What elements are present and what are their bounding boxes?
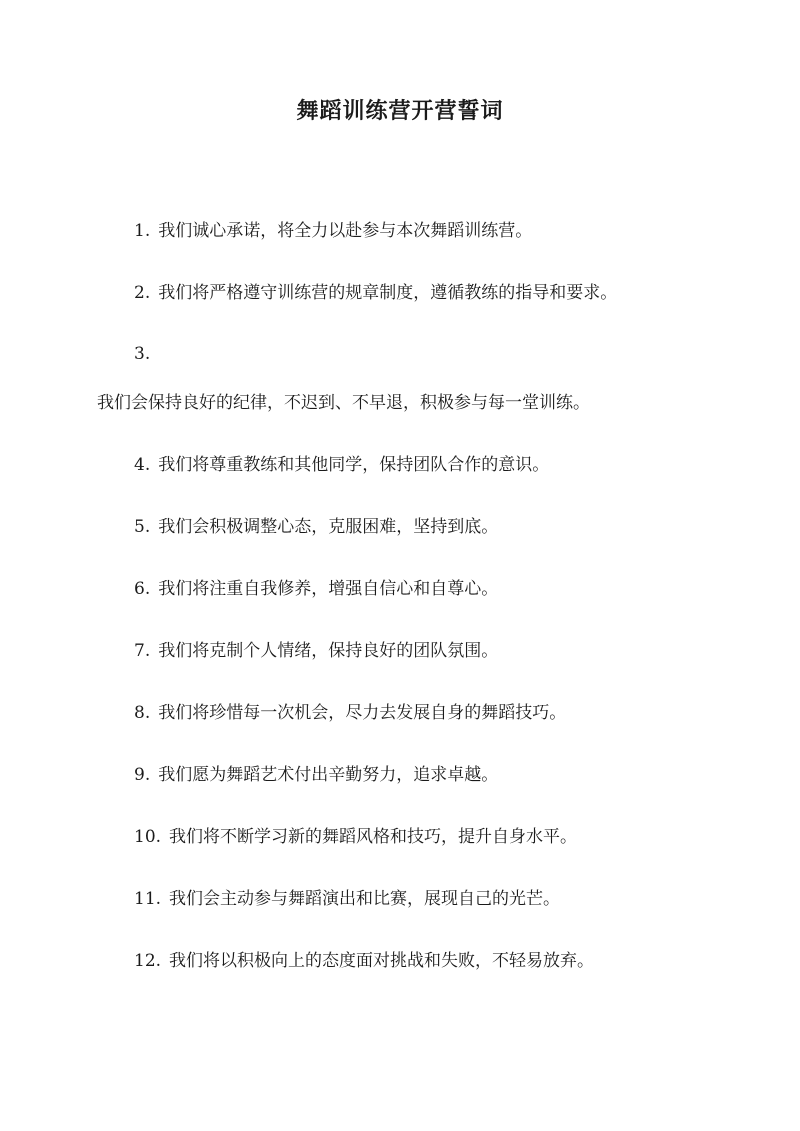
item-number: 9. (134, 765, 151, 785)
item-text: 我们将尊重教练和其他同学，保持团队合作的意识。 (158, 455, 550, 475)
item-number: 7. (134, 641, 151, 661)
item-number: 5. (134, 517, 151, 537)
oath-item-9 (134, 763, 734, 787)
item-text: 我们诚心承诺，将全力以赴参与本次舞蹈训练营。 (158, 221, 533, 241)
oath-item-1 (134, 219, 734, 243)
item-number: 2. (134, 283, 151, 303)
page-title: 舞蹈训练营开营誓词 (296, 98, 504, 124)
oath-item-4 (134, 453, 734, 477)
oath-item-6 (134, 577, 734, 601)
oath-item-12 (134, 949, 734, 973)
item-text: 我们将严格遵守训练营的规章制度，遵循教练的指导和要求。 (158, 283, 618, 303)
oath-item-3-number: 3. (134, 344, 151, 364)
item-text: 我们将不断学习新的舞蹈风格和技巧，提升自身水平。 (169, 827, 578, 847)
oath-item-10 (134, 825, 734, 849)
oath-item-11 (134, 887, 734, 911)
item-text: 我们将珍惜每一次机会，尽力去发展自身的舞蹈技巧。 (158, 703, 567, 723)
item-number: 12. (134, 951, 162, 971)
item-text: 我们愿为舞蹈艺术付出辛勤努力，追求卓越。 (158, 765, 499, 785)
item-number: 4. (134, 455, 151, 475)
oath-item-7 (134, 639, 734, 663)
item-number: 6. (134, 579, 151, 599)
item-number: 11. (134, 889, 162, 909)
item-number: 8. (134, 703, 151, 723)
oath-item-8 (134, 701, 734, 725)
oath-item-3-text: 我们会保持良好的纪律，不迟到、不早退，积极参与每一堂训练。 (97, 393, 590, 413)
oath-item-5 (134, 515, 734, 539)
item-number: 1. (134, 221, 151, 241)
oath-item-2 (134, 281, 734, 305)
item-text: 我们将克制个人情绪，保持良好的团队氛围。 (158, 641, 499, 661)
item-text: 我们将注重自我修养，增强自信心和自尊心。 (158, 579, 499, 599)
item-text: 我们将以积极向上的态度面对挑战和失败，不轻易放弃。 (169, 951, 595, 971)
item-number: 10. (134, 827, 162, 847)
item-text: 我们会积极调整心态，克服困难，坚持到底。 (158, 517, 499, 537)
item-text: 我们会主动参与舞蹈演出和比赛，展现自己的光芒。 (169, 889, 561, 909)
